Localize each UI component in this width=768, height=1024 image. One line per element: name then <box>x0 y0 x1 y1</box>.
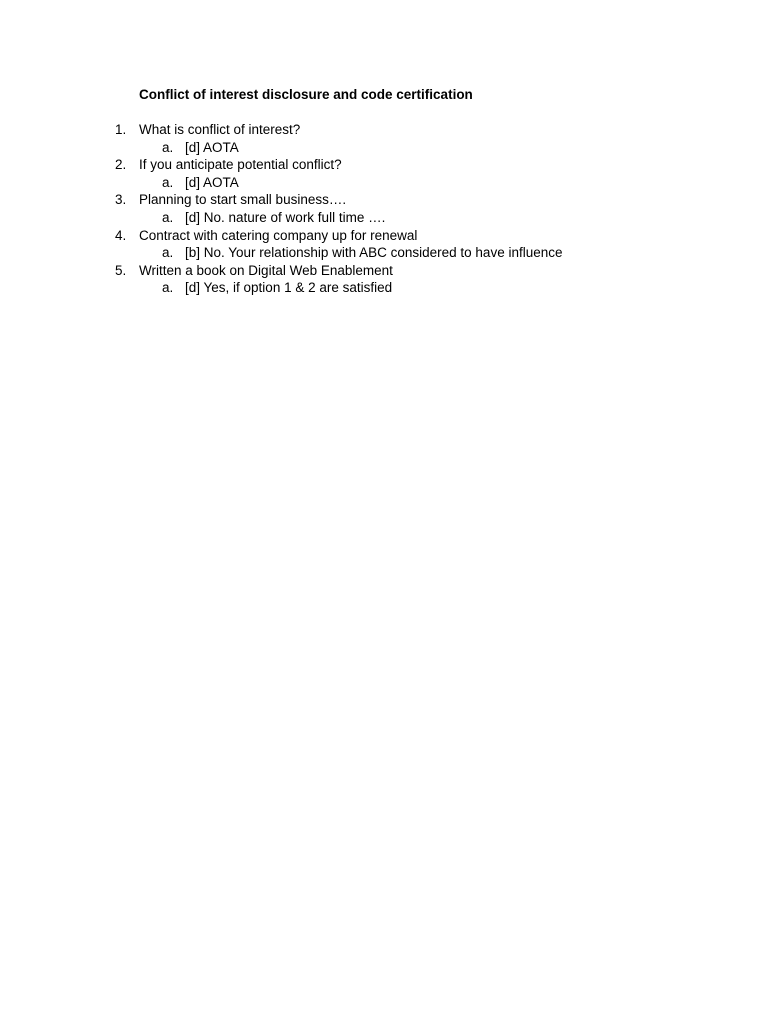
question-text: Planning to start small business…. <box>139 192 347 208</box>
question-item-5 <box>0 262 768 280</box>
question-number: 3. <box>115 192 127 208</box>
answer-letter: a. <box>162 209 174 225</box>
question-text: Contract with catering company up for renewal <box>139 227 418 243</box>
answer-text: [d] AOTA <box>185 174 239 190</box>
question-item-4 <box>0 227 768 245</box>
answer-item-4 <box>0 244 768 262</box>
answer-letter: a. <box>162 139 174 155</box>
question-list <box>0 121 768 297</box>
question-text: What is conflict of interest? <box>139 122 301 137</box>
answer-letter: a. <box>162 245 174 261</box>
question-number: 2. <box>115 157 127 173</box>
question-item-3 <box>0 191 768 209</box>
question-number: 5. <box>115 262 127 278</box>
document-title: Conflict of interest disclosure and code certification <box>139 87 473 102</box>
answer-item-5 <box>0 279 768 297</box>
answer-text: [b] No. Your relationship with ABC considered to have influence <box>185 245 563 261</box>
question-number: 1. <box>115 122 127 137</box>
question-text: If you anticipate potential conflict? <box>139 157 342 173</box>
answer-text: [d] Yes, if option 1 & 2 are satisfied <box>185 280 393 296</box>
question-number: 4. <box>115 227 127 243</box>
answer-text: [d] AOTA <box>185 139 239 155</box>
answer-letter: a. <box>162 280 174 296</box>
answer-item-3 <box>0 209 768 227</box>
answer-item-1 <box>0 139 768 157</box>
question-item-2 <box>0 156 768 174</box>
answer-letter: a. <box>162 174 174 190</box>
question-item-1 <box>0 121 768 139</box>
answer-item-2 <box>0 174 768 192</box>
answer-text: [d] No. nature of work full time …. <box>185 209 386 225</box>
question-text: Written a book on Digital Web Enablement <box>139 262 393 278</box>
